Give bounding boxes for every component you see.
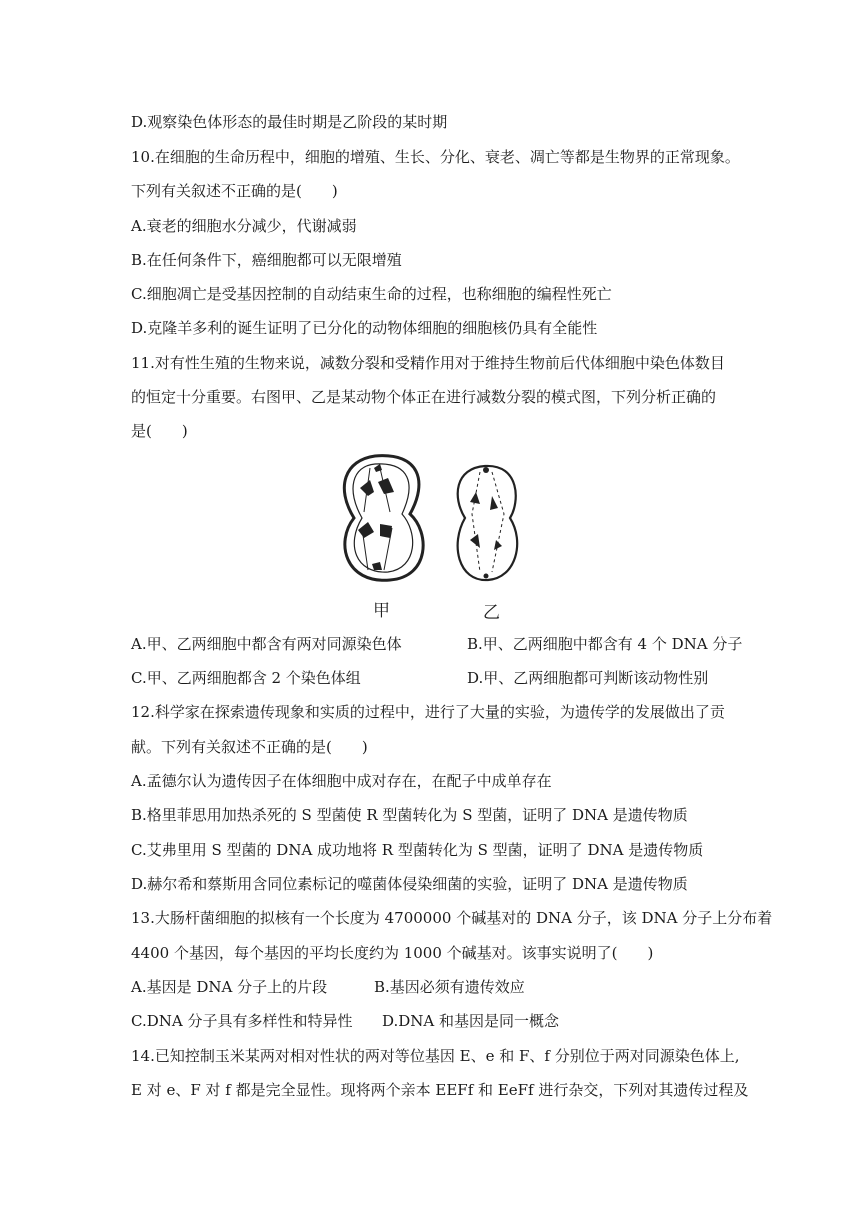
q13-option-c: C.DNA 分子具有多样性和特异性 bbox=[131, 1012, 353, 1030]
q10-option-c: C.细胞凋亡是受基因控制的自动结束生命的过程，也称细胞的编程性死亡 bbox=[131, 285, 612, 303]
q12-stem-line2: 献。下列有关叙述不正确的是( ) bbox=[131, 738, 368, 756]
q11-stem-line2: 的恒定十分重要。右图甲、乙是某动物个体正在进行减数分裂的模式图，下列分析正确的 bbox=[131, 388, 717, 406]
q12-option-b: B.格里菲思用加热杀死的 S 型菌使 R 型菌转化为 S 型菌，证明了 DNA 是遗传物质 bbox=[131, 806, 688, 824]
q9-option-d: D.观察染色体形态的最佳时期是乙阶段的某时期 bbox=[131, 113, 448, 131]
q13-option-d: D.DNA 和基因是同一概念 bbox=[382, 1012, 560, 1030]
q11-option-b: B.甲、乙两细胞中都含有 4 个 DNA 分子 bbox=[467, 635, 743, 653]
q13-stem-line2: 4400 个基因，每个基因的平均长度约为 1000 个碱基对。该事实说明了( ) bbox=[131, 944, 654, 962]
q11-stem-line3: 是( ) bbox=[131, 422, 188, 440]
label-yi: 乙 bbox=[483, 603, 500, 623]
cell-yi bbox=[458, 466, 518, 580]
q10-option-d: D.克隆羊多利的诞生证明了已分化的动物体细胞的细胞核仍具有全能性 bbox=[131, 319, 598, 337]
meiosis-figure bbox=[330, 452, 540, 627]
q12-stem-line1: 12.科学家在探索遗传现象和实质的过程中，进行了大量的实验，为遗传学的发展做出了贡 bbox=[131, 703, 725, 721]
q11-stem-line1: 11.对有性生殖的生物来说，减数分裂和受精作用对于维持生物前后代体细胞中染色体数目 bbox=[131, 354, 725, 372]
q12-option-c: C.艾弗里用 S 型菌的 DNA 成功地将 R 型菌转化为 S 型菌，证明了 DNA 是遗传物质 bbox=[131, 841, 704, 859]
label-jia: 甲 bbox=[373, 601, 390, 621]
q10-option-a: A.衰老的细胞水分减少，代谢减弱 bbox=[131, 217, 357, 235]
q14-stem-line1: 14.已知控制玉米某两对相对性状的两对等位基因 E、e 和 F、f 分别位于两对同源染色体上, bbox=[131, 1047, 740, 1065]
q14-stem-line2: E 对 e、F 对 f 都是完全显性。现将两个亲本 EEFf 和 EeFf 进行杂交，下列对其遗传过程及 bbox=[131, 1081, 749, 1099]
q13-option-a: A.基因是 DNA 分子上的片段 bbox=[131, 978, 328, 996]
chromosomes-yi bbox=[470, 467, 502, 579]
q11-option-c: C.甲、乙两细胞都含 2 个染色体组 bbox=[131, 669, 361, 687]
q10-stem-line1: 10.在细胞的生命历程中，细胞的增殖、生长、分化、衰老、凋亡等都是生物界的正常现象。 bbox=[131, 148, 740, 166]
q11-option-d: D.甲、乙两细胞都可判断该动物性别 bbox=[467, 669, 709, 687]
q10-option-b: B.在任何条件下，癌细胞都可以无限增殖 bbox=[131, 251, 402, 269]
q10-stem-line2: 下列有关叙述不正确的是( ) bbox=[131, 182, 338, 200]
chromosomes-jia bbox=[358, 464, 394, 570]
q12-option-d: D.赫尔希和蔡斯用含同位素标记的噬菌体侵染细菌的实验，证明了 DNA 是遗传物质 bbox=[131, 875, 688, 893]
q13-option-b: B.基因必须有遗传效应 bbox=[374, 978, 525, 996]
cell-jia bbox=[344, 456, 423, 581]
q11-option-a: A.甲、乙两细胞中都含有两对同源染色体 bbox=[131, 635, 402, 653]
meiosis-diagram bbox=[330, 452, 540, 602]
q12-option-a: A.孟德尔认为遗传因子在体细胞中成对存在，在配子中成单存在 bbox=[131, 772, 552, 790]
q13-stem-line1: 13.大肠杆菌细胞的拟核有一个长度为 4700000 个碱基对的 DNA 分子，该 DNA 分子上分布着 bbox=[131, 909, 773, 927]
